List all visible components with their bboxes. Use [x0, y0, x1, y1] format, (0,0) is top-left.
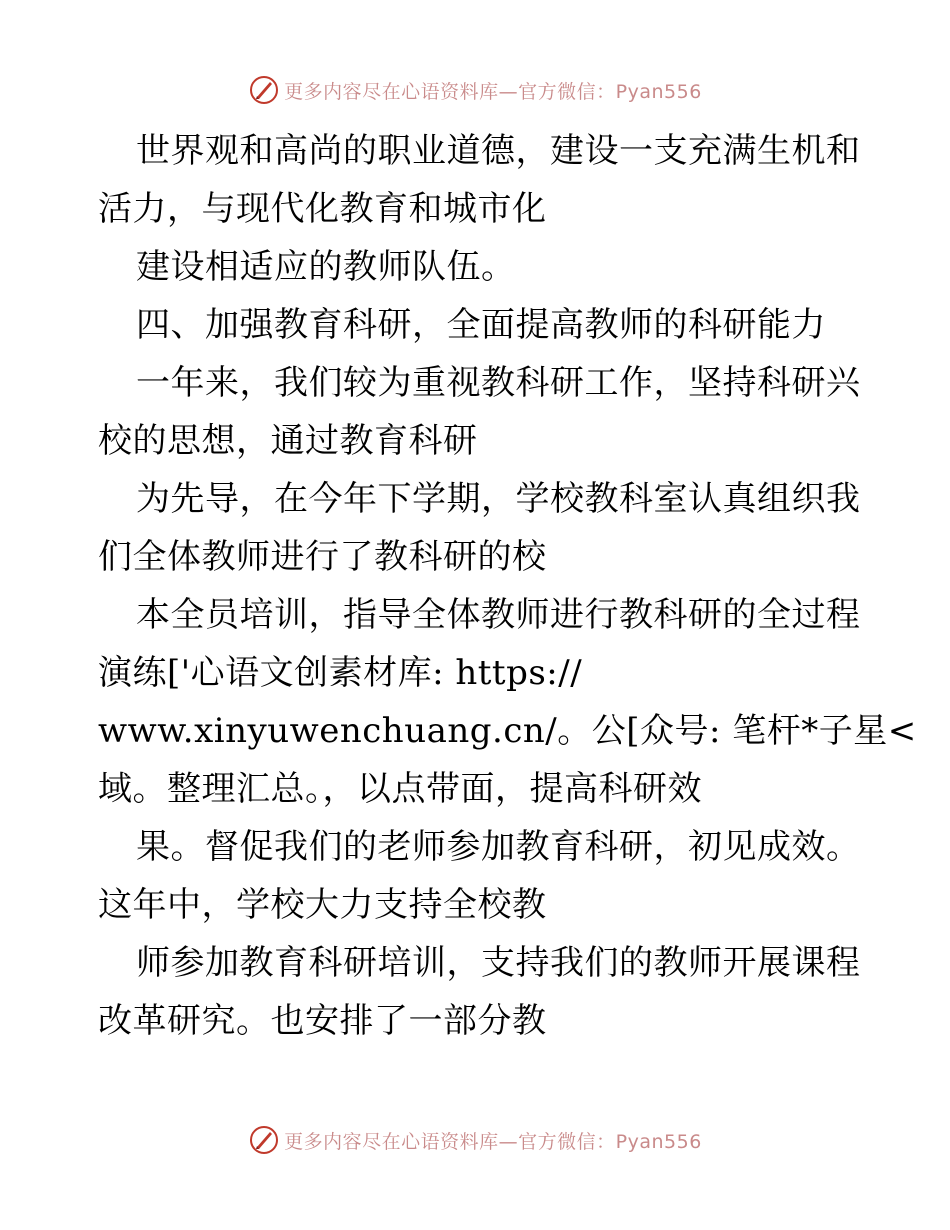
quill-pen-logo-icon	[248, 74, 280, 106]
text-line: 演练['心语文创素材库: https://	[98, 653, 583, 693]
footer-watermark	[0, 1122, 950, 1158]
watermark-text: 更多内容尽在心语资料库—官方微信：Pyan556	[284, 80, 702, 103]
header-watermark	[0, 72, 950, 108]
quill-pen-logo-icon	[248, 1124, 280, 1156]
document-body	[98, 122, 917, 1050]
text-line: 这年中，学校大力支持全校教	[98, 885, 547, 925]
text-line: 活力，与现代化教育和城市化	[98, 189, 547, 229]
text-line: 们全体教师进行了教科研的校	[98, 537, 547, 577]
text-line: 校的思想，通过教育科研	[98, 421, 478, 461]
text-line: 师参加教育科研培训，支持我们的教师开展课程	[136, 943, 861, 983]
text-line: 建设相适应的教师队伍。	[136, 247, 516, 287]
watermark-text: 更多内容尽在心语资料库—官方微信：Pyan556	[284, 1130, 702, 1153]
text-line: 本全员培训，指导全体教师进行教科研的全过程	[136, 595, 861, 635]
text-line: 世界观和高尚的职业道德，建设一支充满生机和	[136, 131, 861, 171]
text-line: 域。整理汇总。，以点带面，提高科研效	[98, 769, 702, 809]
text-line: 为先导，在今年下学期，学校教科室认真组织我	[136, 479, 861, 519]
section-heading: 四、加强教育科研，全面提高教师的科研能力	[136, 305, 826, 345]
text-line: www.xinyuwenchuang.cn/。公[众号: 笔杆*子星<	[98, 711, 917, 751]
text-line: 改革研究。也安排了一部分教	[98, 1001, 547, 1041]
text-line: 果。督促我们的老师参加教育科研，初见成效。	[136, 827, 861, 867]
text-line: 一年来，我们较为重视教科研工作，坚持科研兴	[136, 363, 861, 403]
